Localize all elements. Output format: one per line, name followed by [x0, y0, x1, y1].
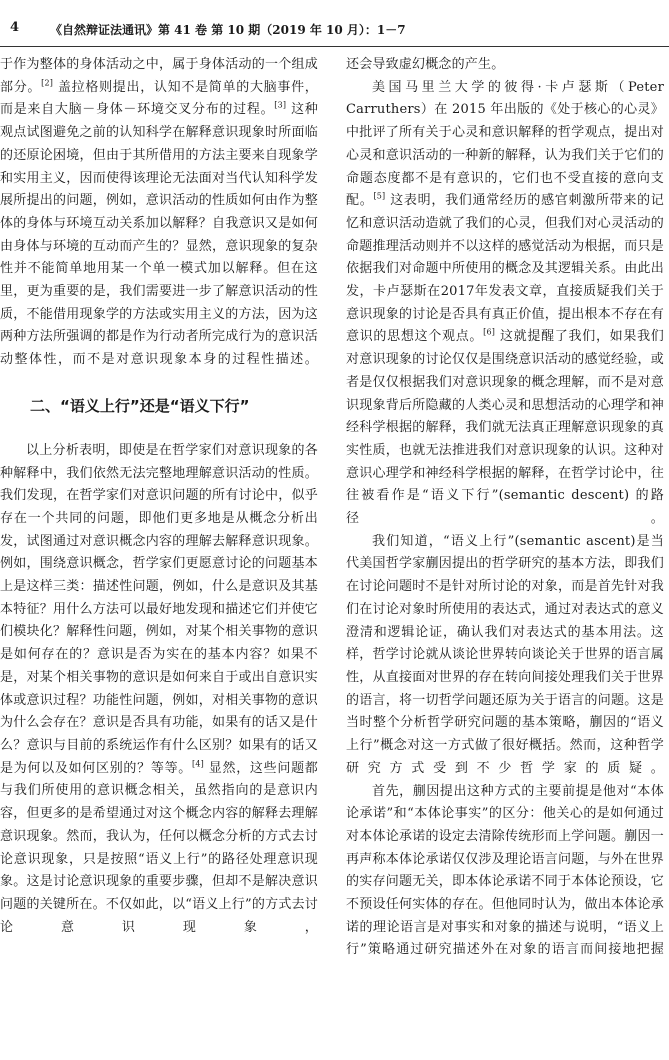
left-paragraph-2: 以上分析表明，即使是在哲学家们对意识现象的各种解释中，我们依然无法完整地理解意识活动的性质。我们发现，在哲学家们对意识问题的所有讨论中，似乎存在一个共同的问题，即他们更多地是从概念分析出发，试图通过对意识概念内容的理解去解释意识现象。例如，围绕意识概念，哲学家们更愿意讨论的问题基本上是这样三类：描述性问题，例如，什么是意识及其基本特征？用什么方法可以最好地发现和描述它们并使它们模块化？解释性问题，例如，对某个相关事物的意识是如何存在的？意识是否为实在的基本内容？如果不是，对某个相关事物的意识是如何来自于或出自意识实体或意识过程？功能性问题，例如，对相关事物的意识为什么会存在？意识是否具有功能，如果有的话又是什么？意识与目前的系统运作有什么区别？如果有的话又是为何以及如何区别的？等等。[4] 显然，这些问题都与我们所使用的意识概念相关，虽然指向的是意识内容，但更多的是希望通过对这个概念内容的解释去理解意识现象。然而，我认为，任何以概念分析的方式去讨论意识现象，只是按照“语义上行”的路径处理意识现象。这是讨论意识现象的重要步骤，但却不是解决意识问题的关键所在。不仅如此，以“语义上行”的方式去讨论意识现象，	[0, 442, 318, 935]
right-paragraph-2: 美国马里兰大学的彼得·卡卢瑟斯（Peter Carruthers）在 2015 年出版的《处于核心的心灵》中批评了所有关于心灵和意识解释的哲学观点，提出对心灵和意识活动的一种新的解释，认为我们关于它们的命题态度都不是有意识的，它们也不受直接的意向支配。[5] 这表明，我们通常经历的感官刺激所带来的记忆和意识活动造就了我们的心灵，但我们对心灵活动的命题推理活动则并不以这样的感觉活动为根据，而只是依据我们对命题中所使用的概念及其逻辑关系。由此出发，卡卢瑟斯在2017年发表文章，直接质疑我们关于意识现象的讨论是否具有真正价值，提出根本不存在有意识的思想这个观点。[6] 这就提醒了我们，如果我们对意识现象的讨论仅仅是围绕意识活动的感觉经验，或者是仅仅根据我们对意识现象的概念理解，而不是对意识现象背后所隐藏的人类心灵和思想活动的心理学和神经科学根据的解释，我们就无法真正理解意识现象的真实性质，也就无法推进我们对意识现象的认识。这种对意识心理学和神经科学根据的解释，在哲学讨论中，往往被看作是“语义下行”(semantic descent) 的路径。	[346, 79, 664, 527]
page-number: 4	[10, 20, 20, 35]
section-heading: 二、“语义上行”还是“语义下行”	[30, 396, 250, 415]
page-header	[0, 0, 669, 48]
right-column	[346, 54, 664, 962]
left-column	[0, 54, 318, 939]
left-paragraph-1: 于作为整体的身体活动之中，属于身体活动的一个组成部分。[2] 盖拉格则提出，认知不是简单的大脑事件，而是来自大脑－身体－环境交叉分布的过程。[3] 这种观点试图避免之前的认知科学在解释意识现象时所面临的还原论困境，但由于其所借用的方法主要来自现象学和实用主义，因而使得该理论无法面对当代认知科学发展所提出的问题，例如，意识活动的性质如何由作为整体的身体与环境互动关系加以解释？自我意识又是如何由身体与环境的互动而产生的？显然，意识现象的复杂性并不能简单地用某一个单一模式加以解释。但在这里，更为重要的是，我们需要进一步了解意识活动的性质，不能借用现象学的方法或实用主义的方法，因为这两种方法所强调的都是作为行动者所完成行为的意识活动整体性，而不是对意识现象本身的过程性描述。	[0, 57, 318, 368]
right-paragraph-1: 还会导致虚幻概念的产生。	[346, 57, 505, 72]
right-paragraph-4: 首先，蒯因提出这种方式的主要前提是他对“本体论承诺”和“本体论事实”的区分：他关心的是如何通过对本体论承诺的设定去清除传统形而上学问题。蒯因一再声称本体论承诺仅仅涉及理论语言问题，与外在世界的实存问题无关，即本体论承诺不同于本体论预设，它不预设任何实体的存在。但他同时认为，做出本体论承诺的理论语言是对事实和对象的描述与说明，“语义上行”策略通过研究描述外在对象的语言而间接地把握	[346, 783, 664, 958]
journal-citation: 《自然辩证法通讯》第 41 卷 第 10 期（2019 年 10 月）：1－7	[50, 23, 406, 37]
header-rule	[0, 46, 669, 47]
right-paragraph-3: 我们知道，“语义上行”(semantic ascent)是当代美国哲学家蒯因提出的哲学研究的基本方法，即我们在讨论问题时不是针对所讨论的对象，而是首先针对我们在讨论对象时所使用的表达式，通过对表达式的意义澄清和逻辑论证，确认我们对表达式的基本用法。这样，哲学讨论就从谈论世界转向谈论关于世界的语言属性，从直接面对世界的存在转向间接处理我们关于世界的语言，将一切哲学问题还原为关于语言的问题。这是当时整个分析哲学研究问题的基本策略，蒯因的“语义上行”概念对这一方式做了很好概括。然而，这种哲学研究方式受到不少哲学家的质疑。	[346, 533, 664, 776]
